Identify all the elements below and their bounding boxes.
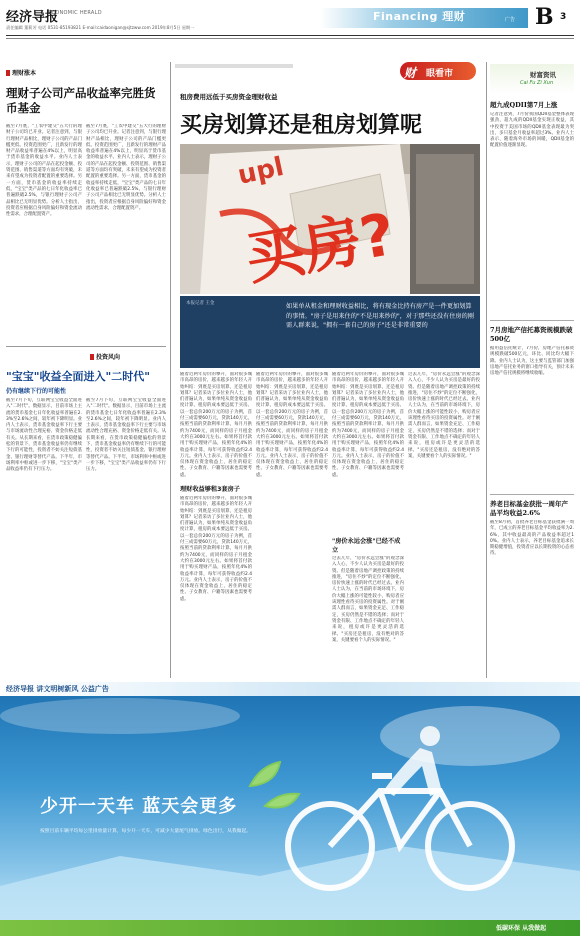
right-headline-1: 超九成QDII第7月上涨 (490, 101, 558, 109)
right-column-label: 财富资讯 (530, 71, 556, 79)
left-body-2-col2: 截至7月下旬，互联网宝宝收益全面进入"二时代"。数据显示，目前市场上主流的货币基金七日年化收益率普遍在2.3%至2.6%之间，较年初下降明显。业内人士表示，货币基金收益率下行主要与市场流动性合理充裕、资金价格走低有关。从长期来看，在货币政策稳健偏松的背景下，货币基金收益率仍有继续下行的可能性，投资者不妨关注短债基金、银行理财等替代产品。下半年，市场利率中枢或进一步下移，"宝宝"类产品收益率仍有下行压力。 (86, 398, 166, 473)
right-body-3: 截至8月初，首批养老目标基金获批满一周年，已成立的养老目标基金平均收益率为2.6%，其中收益最高的产品收益率超过10%。业内人士表示，养老目标基金追求长期稳健增值，投资者应以长期投资的心态看待。 (490, 520, 574, 557)
page-number: 3 (560, 12, 567, 22)
ad-footer: 低碳环保 从我做起 (496, 925, 547, 932)
right-column-en: Cai Fu Zi Xun (520, 80, 554, 86)
center-subhead-2: "房价永远会涨"已经不成立 (332, 538, 401, 554)
center-body-col3b: 过去几年，"房价永远会涨"的观念深入人心，不少人认为买房是最好的投资。但是随着房地产调控政策的持续推进，"房住不炒"的定位不断强化，房价快速上涨的时代已经过去。业内人士认为，在当前的市场环境下，房价大幅上涨的可能性较小，购房者应该理性看待买房的投资属性。对于刚需人群而言，如果资金充足、工作稳定，买房仍然是不错的选择；而对于资金有限、工作地点不确定的年轻人来说，租房或许是更灵活的选择。"买房还是租房，没有绝对的答案，关键要看个人的实际情况。" (332, 556, 404, 643)
left-body-1-col1: 截至7月底，"工农中建交"五大行的理财子公司均已开业。记者注意到，与银行理财产品相比，理财子公司的产品门槛更低、投资范围更广，且新发行的理财产品收益率普遍在4%以上，明显高于货币基金的收益水平。业内人士表示，理财子公司的产品在起投金额、投资范围、销售渠道等方面均有突破，未来有望成为投资者配置的重要选择。另一方面，货币基金的收益率持续走低，"宝宝"类产品的七日年化收益率已普遍跌破2.5%，与银行理财子公司产品相比已无明显优势。分析人士指出，投资者应根据自身风险偏好和资金流动性需求，合理配置资产。 (6, 124, 82, 218)
left-subhead-2: 仍有继续下行的可能性 (6, 388, 67, 395)
photo-credit: 本报记者 王金 (186, 301, 215, 306)
tag-marker-icon (6, 70, 10, 76)
center-body-col4: 过去几年，"房价永远会涨"的观念深入人心，不少人认为买房是最好的投资。但是随着房地产调控政策的持续推进，"房住不炒"的定位不断强化，房价快速上涨的时代已经过去。业内人士认为，在当前的市场环境下，房价大幅上涨的可能性较小，购房者应该理性看待买房的投资属性。对于刚需人群而言，如果资金充足、工作稳定，买房仍然是不错的选择；而对于资金有限、工作地点不确定的年轻人来说，租房或许是更灵活的选择。"买房还是租房，没有绝对的答案，关键要看个人的实际情况。" (408, 372, 480, 459)
center-subhead-1: 理财收益够租3套房子 (180, 486, 240, 493)
left-headline-1: 理财子公司产品收益率完胜货币基金 (6, 86, 156, 115)
center-kicker: 租房费用远低于买房资金理财收益 (180, 93, 278, 101)
right-column-header (490, 64, 574, 94)
section-title: Financing 理财 (373, 10, 466, 23)
center-headline: 买房划算还是租房划算呢 (180, 112, 423, 138)
section-tag-2-wrap (90, 352, 170, 361)
section-tag-2: 投资风向 (90, 352, 170, 361)
center-body-col1: 随着近两年房价的攀升，面对很多城市高昂的房价，越来越多的年轻人开始纠结：到底是买房划算，还是租房划算？记者采访了多位业内人士，他们普遍认为，如果单纯从资金收益角度计算，租房的成本要远低于买房。以一套总价200万元的房子为例，首付三成需要60万元，贷款140万元，按照当前的贷款利率计算，每月月供约为7400元，而同样的房子月租金大约在3000元左右。如果将首付款用于购买理财产品，按照年化4%的收益率计算，每年可获得收益约2.4万元。业内人士表示，房子的价值不仅体现在资金收益上，居住的稳定性、子女教育、户籍等因素也需要考虑。 (180, 372, 252, 478)
ad-slogan: 少开一天车 蓝天会更多 (40, 796, 238, 817)
center-photo (180, 144, 480, 294)
column-divider-right (486, 62, 487, 678)
ad-brand: 经济导报 讲文明树新风 公益广告 (6, 685, 109, 693)
page-letter: B (535, 4, 554, 30)
right-body-1: 记者注意到，7月份我国QDII基金整体表现强劲，超九成的QDII基金实现正收益，其中投资于美国市场的QDII基金表现最为突出，多只基金月收益率超过3%。业内人士表示，随着海外市场的回暖，QDII基金的配置价值逐渐显现。 (490, 112, 574, 149)
center-body-col2: 随着近两年房价的攀升，面对很多城市高昂的房价，越来越多的年轻人开始纠结：到底是买房划算，还是租房划算？记者采访了多位业内人士，他们普遍认为，如果单纯从资金收益角度计算，租房的成本要远低于买房。以一套总价200万元的房子为例，首付三成需要60万元，贷款140万元，按照当前的贷款利率计算，每月月供约为7400元，而同样的房子月租金大约在3000元左右。如果将首付款用于购买理财产品，按照年化4%的收益率计算，每年可获得收益约2.4万元。业内人士表示，房子的价值不仅体现在资金收益上，居住的稳定性、子女教育、户籍等因素也需要考虑。 (256, 372, 328, 478)
newspaper-brand: 经济导报 (6, 10, 59, 25)
center-body-col1b: 随着近两年房价的攀升，面对很多城市高昂的房价，越来越多的年轻人开始纠结：到底是买房划算，还是租房划算？记者采访了多位业内人士，他们普遍认为，如果单纯从资金收益角度计算，租房的成本要远低于买房。以一套总价200万元的房子为例，首付三成需要60万元，贷款140万元，按照当前的贷款利率计算，每月月供约为7400元，而同样的房子月租金大约在3000元左右。如果将首付款用于购买理财产品，按照年化4%的收益率计算，每年可获得收益约2.4万元。业内人士表示，房子的价值不仅体现在资金收益上，居住的稳定性、子女教育、户籍等因素也需要考虑。 (180, 496, 252, 602)
column-divider-left (170, 62, 171, 678)
public-service-ad (0, 682, 580, 936)
right-headline-3: 养老目标基金获批一周年产品平均收益2.6% (490, 500, 568, 517)
left-column (6, 68, 166, 77)
svg-text:买房?: 买房? (240, 199, 400, 293)
tag-marker-icon (90, 354, 94, 360)
svg-text:upl: upl (235, 151, 287, 191)
left-body-1-col2: 截至7月底，"工农中建交"五大行的理财子公司均已开业。记者注意到，与银行理财产品相比，理财子公司的产品门槛更低、投资范围更广，且新发行的理财产品收益率普遍在4%以上，明显高于货币基金的收益水平。业内人士表示，理财子公司的产品在起投金额、投资范围、销售渠道等方面均有突破，未来有望成为投资者配置的重要选择。另一方面，货币基金的收益率持续走低，"宝宝"类产品的七日年化收益率已普遍跌破2.5%，与银行理财子公司产品相比已无明显优势。分析人士指出，投资者应根据自身风险偏好和资金流动性需求，合理配置资产。 (86, 124, 166, 211)
header-ad-label: 广告 (505, 17, 516, 23)
right-divider-1 (490, 320, 574, 321)
photo-caption: 如果单从租金和理财收益相比，将有现金比持有房产是一件更加划算的事情。"房子是用来住的"不是用来炒的"，对于那些还没有住房的刚需人群来说，"拥有一套自己的房子"还是非常重要的 (286, 303, 474, 329)
ad-footer-strip (0, 920, 580, 936)
right-body-2: 据用益信托统计，7月份，房地产信托募资规模跌破500亿元，环比、同比均大幅下降。业内人士认为，这主要与监管部门加强房地产信托业务的窗口指导有关，预计未来房地产信托规模将继续收缩。 (490, 346, 574, 377)
header-rule-thin (6, 38, 574, 39)
left-headline-2: "宝宝"收益全面进入"二时代" (6, 370, 150, 383)
header-meta: 责任编辑 董莉芳 电话 0531-85193821 E-mail:caidaonigan@sjtzww.com 2019年8月5日 星期一 (6, 25, 195, 30)
left-divider (6, 346, 166, 347)
right-divider-2 (490, 494, 574, 495)
right-headline-2: 7月房地产信托募资规模跌破500亿 (490, 326, 573, 343)
column-label: 眼看市 (426, 69, 454, 79)
center-body-col3: 随着近两年房价的攀升，面对很多城市高昂的房价，越来越多的年轻人开始纠结：到底是买房划算，还是租房划算？记者采访了多位业内人士，他们普遍认为，如果单纯从资金收益角度计算，租房的成本要远低于买房。以一套总价200万元的房子为例，首付三成需要60万元，贷款140万元，按照当前的贷款利率计算，每月月供约为7400元，而同样的房子月租金大约在3000元左右。如果将首付款用于购买理财产品，按照年化4%的收益率计算，每年可获得收益约2.4万元。业内人士表示，房子的价值不仅体现在资金收益上，居住的稳定性、子女教育、户籍等因素也需要考虑。 (332, 372, 404, 478)
section-tag-1: 理财涨本 (6, 68, 166, 77)
house-sign-photo (180, 144, 480, 294)
newspaper-brand-en: ECONOMIC HERALD (48, 10, 102, 16)
column-logo-icon: 财 (404, 66, 417, 80)
page-header (0, 0, 580, 46)
center-top-stripe (175, 64, 293, 68)
ad-detail: 按照目前车辆平均每公里排放量计算，每少开一天车，可减少大量尾气排放。绿色出行，从我做起。 (40, 829, 252, 834)
left-body-2-col1: 截至7月下旬，互联网宝宝收益全面进入"二时代"。数据显示，目前市场上主流的货币基金七日年化收益率普遍在2.3%至2.6%之间，较年初下降明显。业内人士表示，货币基金收益率下行主要与市场流动性合理充裕、资金价格走低有关。从长期来看，在货币政策稳健偏松的背景下，货币基金收益率仍有继续下行的可能性，投资者不妨关注短债基金、银行理财等替代产品。下半年，市场利率中枢或进一步下移，"宝宝"类产品收益率仍有下行压力。 (6, 398, 82, 473)
header-rule (6, 35, 574, 36)
